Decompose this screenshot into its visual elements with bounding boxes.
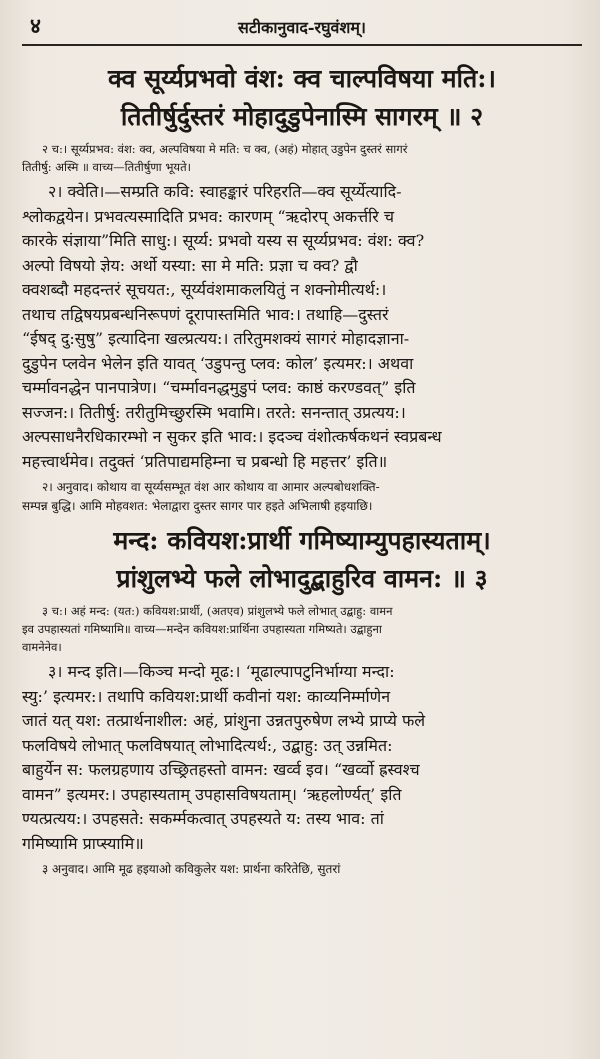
commentary-line: ३। मन्द इति।—किञ्च मन्दो मूढ:। ‘मूढाल्पापटुनिर्भाग्या मन्दा: [48, 662, 395, 681]
translation-3 [22, 860, 582, 879]
commentary-line: बाहुर्येन स: फलग्रहणाय उच्छ्रितहस्तो वामन: खर्व्व इव। “खर्व्वो ह्रस्वश्च [22, 760, 420, 779]
verse-line: तितीर्षुर्दुस्तरं मोहादुडुपेनास्मि सागरम् ॥ २ [120, 102, 484, 131]
commentary-line: सज्जन:। तितीर्षु: तरीतुमिच्छुरस्मि भवामि। तरते: सनन्तात् उप्रत्यय:। [22, 402, 406, 422]
translation-2 [22, 478, 582, 516]
verse-3 [22, 522, 582, 598]
commentary-line: फलविषये लोभात् फलविषयात् लोभादित्यर्थ:, उद्बाहु: उत् उन्नमित: [22, 735, 393, 755]
verse-line: प्रांशुलभ्ये फले लोभादुद्बाहुरिव वामन: ॥ ३ [116, 564, 488, 593]
commentary-3 [22, 660, 582, 856]
gloss-line: तितीर्षु: अस्मि ॥ वाच्य—तितीर्षुणा भूयते। [22, 160, 191, 174]
commentary-line: स्यु:’ इत्यमर:। तथापि कवियश:प्रार्थी कवीनां यश: काव्यनिर्म्माणेन [22, 686, 391, 706]
commentary-line: तथाच तद्विषयप्रबन्धनिरूपणं दूरापास्तमिति भाव:। तथाहि—दुस्तरं [22, 304, 389, 324]
commentary-2 [22, 180, 582, 474]
page-number: ४ [30, 13, 41, 38]
gloss-line: वामनेनेव। [22, 640, 62, 654]
translation-line: २। अनुवाद। कोथाय वा सूर्य्यसम्भूत वंश आर कोथाय वा आमार अल्पबोधशक्ति- [42, 480, 380, 494]
commentary-line: चर्म्मावनद्धेन पानपात्रेण। “चर्म्मावनद्धमुडुपं प्लव: काष्ठं करण्डवत्” इति [22, 378, 416, 397]
translation-line: ३ अनुवाद। आमि मूढ हइयाओ कविकुलेर यश: प्रार्थना करितेछि, सुतरां [42, 862, 341, 876]
verse-2 [22, 60, 582, 136]
gloss-line: इव उपहास्यतां गमिष्यामि॥ वाच्य—मन्देन कवियश:प्रार्थिना उपहास्यता गमिष्यते। उद्बाहुना [22, 622, 382, 636]
commentary-line: वामन” इत्यमर:। उपहास्यताम् उपहासविषयताम्। ‘ऋहलोर्ण्यत्’ इति [22, 784, 402, 804]
gloss-line: ३ च:। अहं मन्द: (यत:) कवियश:प्रार्थी, (अतएव) प्रांशुलभ्ये फले लोभात् उद्बाहु: वामन [42, 604, 393, 618]
page-header [22, 10, 582, 46]
commentary-line: ण्यत्प्रत्यय:। उपहसते: सकर्म्मकत्वात् उपहस्यते य: तस्य भाव: तां [22, 809, 384, 828]
commentary-line: कारके संज्ञाया”मिति साधु:। सूर्य्य: प्रभवो यस्य स सूर्य्यप्रभव: वंश: क्व? [22, 231, 425, 250]
commentary-line: गमिष्यामि प्राप्स्यामि॥ [22, 833, 144, 853]
gloss-2 [22, 140, 582, 176]
commentary-line: २। क्वेति।—सम्प्रति कवि: स्वाहङ्कारं परिहरति—क्व सूर्य्येत्यादि- [48, 182, 402, 201]
commentary-line: दुडुपेन प्लवेन भेलेन इति यावत् ‘उडुपन्तु प्लव: कोल’ इत्यमर:। अथवा [22, 353, 414, 373]
gloss-line: २ च:। सूर्य्यप्रभव: वंश: क्व, अल्पविषया मे मति: च क्व, (अहं) मोहात् उडुपेन दुस्तरं सागरं [42, 142, 408, 156]
commentary-line: अल्पो विषयो ज्ञेय: अर्थो यस्या: सा मे मति: प्रज्ञा च क्व? द्वौ [22, 255, 358, 275]
running-title: सटीकानुवाद-रघुवंशम्। [238, 18, 366, 37]
commentary-line: “ईषद् दु:सुषु” इत्यादिना खल्प्रत्यय:। तरितुमशक्यं सागरं मोहादज्ञाना- [22, 329, 410, 348]
commentary-line: जातं यत् यश: तत्प्रार्थनाशील: अहं, प्रांशुना उन्नतपुरुषेण लभ्ये प्राप्ये फले [22, 711, 426, 730]
commentary-line: अल्पसाधनैरधिकारम्भो न सुकर इति भाव:। इदञ्च वंशोत्कर्षकथनं स्वप्रबन्ध [22, 427, 442, 446]
translation-line: सम्पन्न बुद्धि। आमि मोहवशत: भेलाद्वारा दुस्तर सागर पार हइते अभिलाषी हइयाछि। [22, 499, 373, 513]
commentary-line: श्लोकद्वयेन। प्रभवत्यस्मादिति प्रभव: कारणम् “ऋदोरप् अकर्त्तरि च [22, 206, 395, 226]
verse-line: मन्द: कवियश:प्रार्थी गमिष्याम्युपहास्यताम्। [113, 526, 491, 555]
commentary-line: क्वशब्दौ महदन्तरं सूचयत:, सूर्य्यवंशमाकलयितुं न शक्नोमीत्यर्थ:। [22, 280, 387, 299]
commentary-line: महत्त्वार्थमेव। तदुक्तं ‘प्रतिपाद्यमहिम्ना च प्रबन्धो हि महत्तर’ इति॥ [22, 451, 388, 471]
gloss-3 [22, 602, 582, 656]
verse-line: क्व सूर्य्यप्रभवो वंश: क्व चाल्पविषया मति:। [108, 64, 496, 93]
